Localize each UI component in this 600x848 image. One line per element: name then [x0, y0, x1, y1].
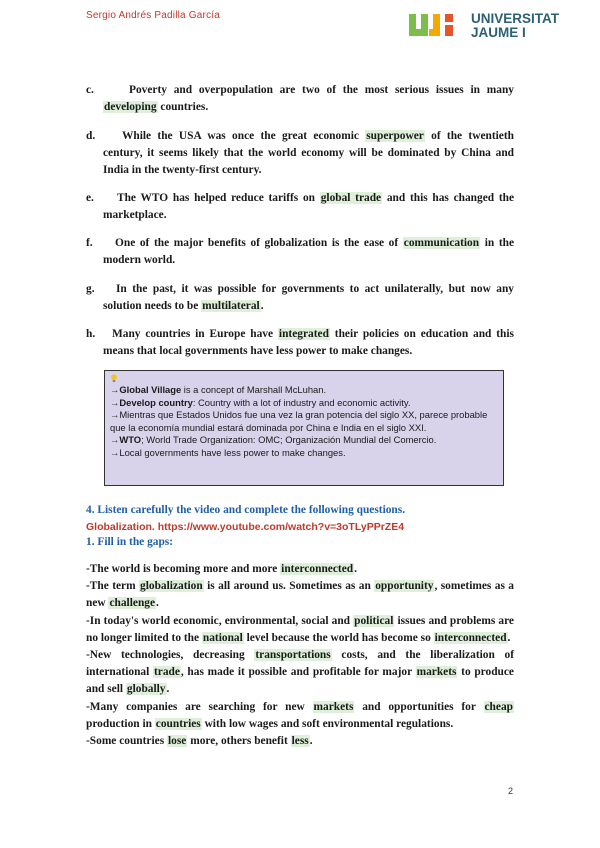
note-line: →WTO; World Trade Organization: OMC; Organización Mundial del Comercio. [110, 434, 437, 445]
page-number: 2 [508, 786, 514, 796]
gap-sentence: -In today's world economic, environmental, social and political issues and problems are no longer limited to the national level because the world has become so interconnected. [86, 614, 514, 644]
note-box [104, 370, 504, 486]
note-line: →Develop country: Country with a lot of industry and economic activity. [110, 396, 411, 408]
gap-sentence: -The term globalization is all around us. Sometimes as an opportunity, sometimes as a new challenge. [86, 580, 514, 610]
lightbulb-icon [110, 374, 118, 383]
list-item: c. Poverty and overpopulation are two of the most serious issues in many developing countries. [86, 84, 514, 113]
gap-sentence: -Some countries lose more, others benefit less. [86, 735, 313, 748]
fill-in-gaps-text [86, 561, 514, 750]
list-item: h. Many countries in Europe have integrated their policies on education and this means that local governments have less power to make changes. [86, 328, 514, 357]
list-item: d. While the USA was once the great economic superpower of the twentieth century, it seems likely that the world economy will be dominated by China and India in the twenty-first century. [86, 130, 514, 176]
section-title: 4. Listen carefully the video and complete the following questions. [86, 504, 406, 516]
university-name: UNIVERSITAT JAUME I [471, 11, 560, 40]
author-name: Sergio Andrés Padilla García [86, 10, 221, 21]
video-link[interactable]: Globalization. https://www.youtube.com/watch?v=3oTLyPPrZE4 [86, 521, 405, 533]
subsection-title: 1. Fill in the gaps: [86, 536, 174, 548]
note-line: →Local governments have less power to make changes. [110, 446, 346, 458]
list-item: g. In the past, it was possible for governments to act unilaterally, but now any solution needs to be multilateral. [86, 283, 514, 312]
list-item: f. One of the major benefits of globalization is the ease of communication in the modern world. [86, 237, 514, 266]
note-line: →Global Village is a concept of Marshall McLuhan. [110, 384, 327, 395]
gap-sentence: -New technologies, decreasing transportations costs, and the liberalization of international trade, has made it possible and profitable for major markets to produce and sell globally. [86, 649, 514, 696]
note-line: →Mientras que Estados Unidos fue una vez la gran potencia del siglo XX, parece probable que la economía mundial estará dominada por China e India en el siglo XXI. [110, 409, 488, 433]
gap-sentence: -The world is becoming more and more interconnected. [86, 563, 357, 575]
list-item: e. The WTO has helped reduce tariffs on global trade and this has changed the marketplace. [86, 192, 515, 221]
gap-sentence: -Many companies are searching for new markets and opportunities for cheap production in countries with low wages and soft environmental regulations. [86, 700, 513, 730]
